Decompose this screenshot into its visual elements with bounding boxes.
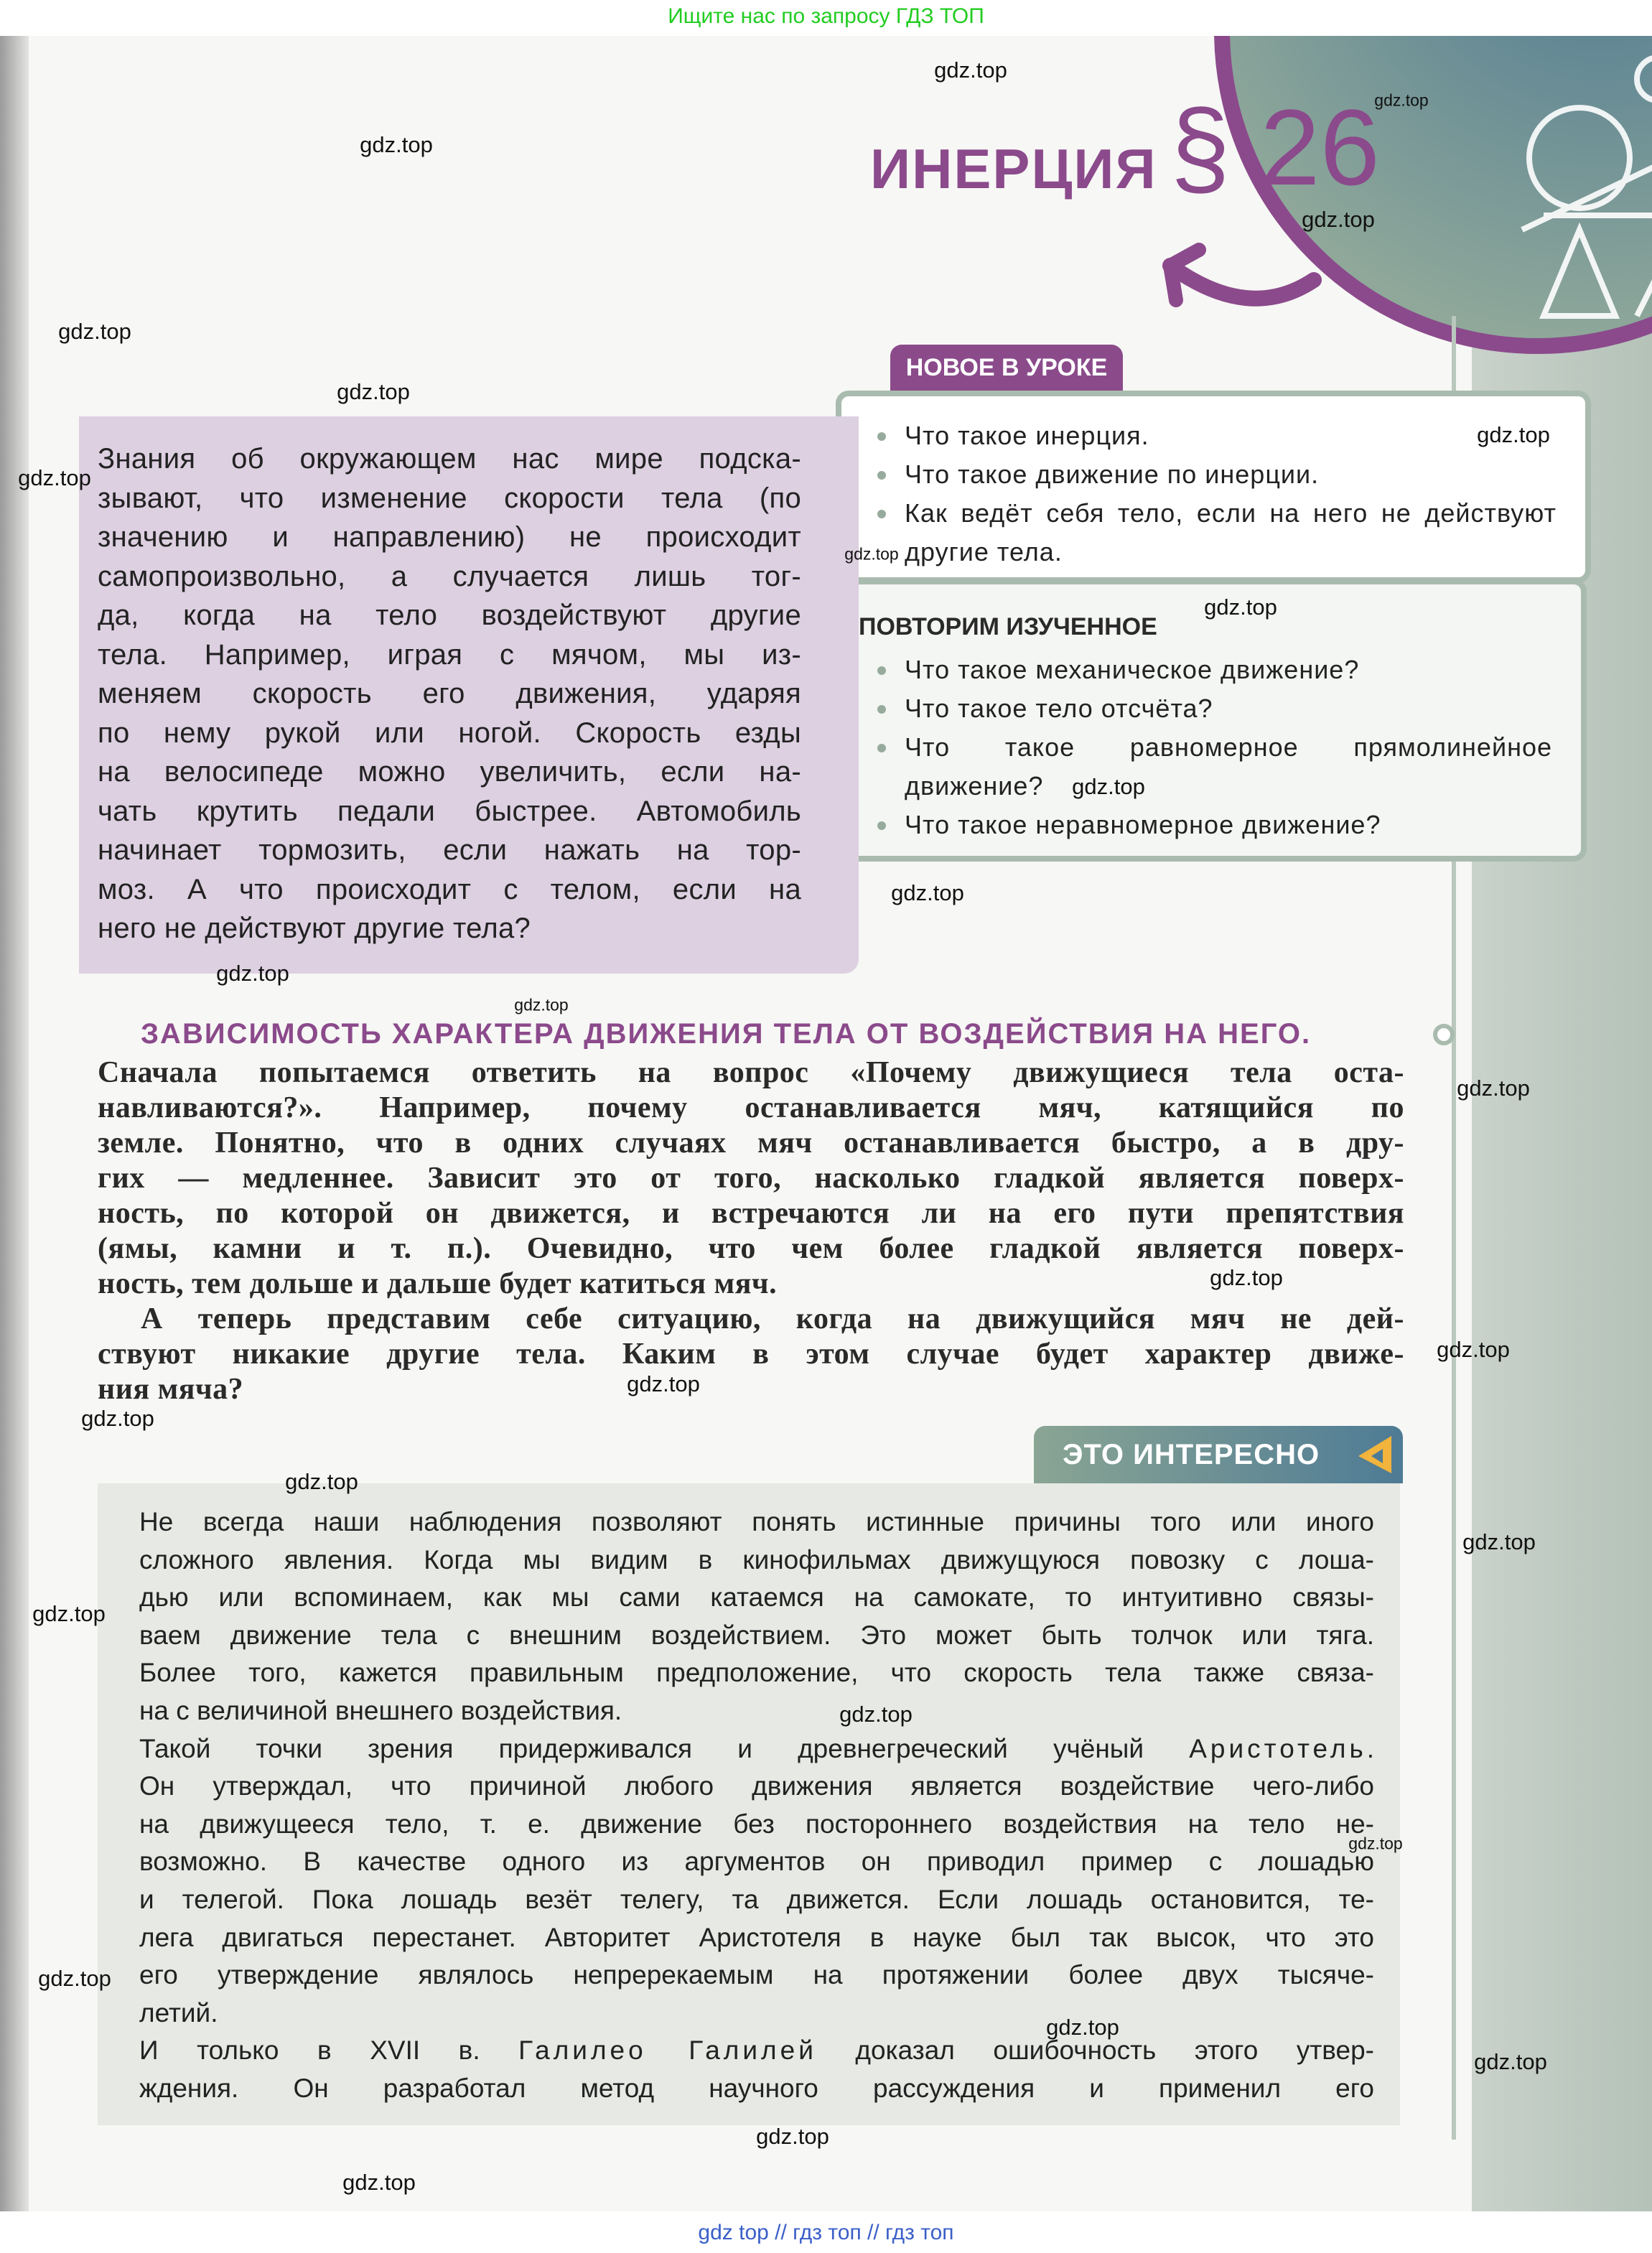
review-list	[905, 650, 1552, 844]
watermark: gdz.top	[1210, 1265, 1283, 1290]
section-marker-dot	[1433, 1024, 1455, 1045]
interesting-tag	[1034, 1426, 1403, 1483]
page-binding-edge	[0, 36, 29, 2211]
text-line: навливаются?». Например, почему останавливается мяч, катящийся по	[98, 1091, 1404, 1124]
list-item: Что такое равномерное прямолинейное движение?	[905, 728, 1552, 806]
watermark: gdz.top	[627, 1371, 700, 1396]
text-line: ствуют никакие другие тела. Каким в этом случае будет характер движе-	[98, 1338, 1404, 1371]
watermark: gdz.top	[844, 544, 899, 564]
text-line: Он утверждал, что причиной любого движения является воздействие чего-либо	[139, 1771, 1374, 1801]
watermark: gdz.top	[32, 1601, 106, 1626]
interesting-text	[139, 1503, 1374, 2108]
watermark: gdz.top	[58, 319, 131, 344]
text-line: Сначала попытаемся ответить на вопрос «Почему движущиеся тела оста-	[98, 1056, 1404, 1089]
list-item: Что такое тело отсчёта?	[905, 689, 1552, 728]
text-line: и телегой. Пока лошадь везёт телегу, та движется. Если лошадь остановится, те-	[139, 1884, 1374, 1914]
watermark: gdz.top	[1204, 594, 1277, 620]
text-line: его утверждение являлось непререкаемым на протяжении более двух тысяче-	[139, 1960, 1374, 1990]
watermark: gdz.top	[1457, 1076, 1530, 1101]
intro-text	[98, 439, 801, 948]
text-line: да, когда на тело воздействуют другие	[98, 600, 801, 631]
review-box	[836, 579, 1587, 862]
review-heading: ПОВТОРИМ ИЗУЧЕННОЕ	[859, 613, 1157, 640]
text-line: Не всегда наши наблюдения позволяют понять истинные причины того или иного	[139, 1507, 1374, 1536]
text-line: дью или вспоминаем, как мы сами катаемся на самокате, то интуитивно связы-	[139, 1582, 1374, 1613]
watermark: gdz.top	[1437, 1337, 1510, 1362]
watermark: gdz.top	[342, 2170, 416, 2195]
text-line: сложного явления. Когда мы видим в кинофильмах движущуюся повозку с лоша-	[139, 1544, 1374, 1575]
text-line: зывают, что изменение скорости тела (по	[98, 482, 801, 514]
new-in-lesson-list	[905, 416, 1557, 572]
watermark: gdz.top	[1302, 207, 1375, 232]
watermark: gdz.top	[285, 1469, 358, 1494]
watermark: gdz.top	[891, 880, 964, 905]
lesson-title: ИНЕРЦИЯ	[870, 137, 1157, 200]
text-line: моз. А что происходит с телом, если на	[98, 873, 801, 905]
watermark: gdz.top	[756, 2124, 829, 2149]
watermark: gdz.top	[1072, 774, 1145, 799]
text-line: чать крутить педали быстрее. Автомобиль	[98, 795, 801, 827]
text-line: Более того, кажется правильным предположение, что скорость тела также связа-	[139, 1658, 1374, 1688]
text-line: ния мяча?	[98, 1373, 244, 1406]
watermark: gdz.top	[1046, 2015, 1119, 2040]
watermark: gdz.top	[934, 57, 1007, 83]
new-in-lesson-box	[836, 391, 1591, 583]
watermark: gdz.top	[1474, 2049, 1547, 2074]
text-line: самопроизвольно, а случается лишь тог-	[98, 560, 801, 592]
watermark: gdz.top	[360, 132, 433, 157]
text-line: значению и направлению) не происходит	[98, 521, 801, 553]
text-line: летий.	[139, 1997, 218, 2028]
watermark: gdz.top	[1477, 422, 1550, 447]
text-line: на движущееся тело, т. е. движение без постороннего воздействия на тело не-	[139, 1809, 1374, 1839]
footer-links: gdz top // гдз топ // гдз топ	[0, 2213, 1652, 2253]
watermark: gdz.top	[1462, 1529, 1536, 1554]
text-line: ваем движение тела с внешним воздействием. Это может быть толчок или тяга.	[139, 1620, 1374, 1650]
list-item: Как ведёт себя тело, если на него не действуют другие тела.	[905, 494, 1557, 572]
text-line: гих — медленнее. Зависит это от того, насколько гладкой является поверх-	[98, 1162, 1404, 1195]
watermark: gdz.top	[18, 465, 91, 490]
watermark: gdz.top	[1374, 90, 1429, 110]
text-line: земле. Понятно, что в одних случаях мяч останавливается быстро, а в дру-	[98, 1126, 1404, 1160]
watermark: gdz.top	[514, 995, 569, 1014]
text-line: на с величиной внешнего воздействия.	[139, 1695, 622, 1725]
text-line: (ямы, камни и т. п.). Очевидно, что чем более гладкой является поверх-	[98, 1232, 1404, 1265]
section-body	[98, 1055, 1404, 1407]
search-banner: Ищите нас по запросу ГДЗ ТОП	[0, 0, 1652, 36]
text-line: Знания об окружающем нас мире подска-	[98, 443, 801, 475]
list-item: Что такое инерция.	[905, 416, 1557, 455]
text-line: начинает тормозить, если нажать на тор-	[98, 834, 801, 866]
impossible-triangle-icon	[1357, 1435, 1393, 1475]
text-line: него не действуют другие тела?	[98, 913, 531, 944]
curved-arrow-icon	[1149, 215, 1335, 330]
text-line: по нему рукой или ногой. Скорость езды	[98, 717, 801, 749]
text-line: И только в XVII в. Галилео Галилей доказал ошибочность этого утвер-	[139, 2035, 1374, 2066]
watermark: gdz.top	[1348, 1834, 1403, 1853]
text-line: ждения. Он разработал метод научного рассуждения и применил его	[139, 2073, 1374, 2103]
text-line: лега двигаться перестанет. Авторитет Аристотеля в науке был так высок, что это	[139, 1922, 1374, 1952]
interesting-box	[98, 1483, 1403, 2125]
text-line: Такой точки зрения придерживался и древнегреческий учёный Аристотель.	[139, 1733, 1374, 1763]
list-item: Что такое механическое движение?	[905, 650, 1552, 689]
paragraph-number: § 26	[1170, 87, 1380, 207]
text-line: тела. Например, играя с мячом, мы из-	[98, 638, 801, 671]
interesting-label: ЭТО ИНТЕРЕСНО	[1063, 1439, 1320, 1470]
watermark: gdz.top	[337, 379, 410, 404]
text-line: на велосипеде можно увеличить, если на-	[98, 756, 801, 788]
intro-box	[79, 416, 859, 974]
watermark: gdz.top	[81, 1406, 154, 1431]
text-line: меняем скорость его движения, ударяя	[98, 678, 801, 709]
section-heading: ЗАВИСИМОСТЬ ХАРАКТЕРА ДВИЖЕНИЯ ТЕЛА ОТ ВОЗДЕЙСТВИЯ НА НЕГО.	[141, 1018, 1312, 1050]
text-line: ность, по которой он движется, и встречаются ли на его пути препятствия	[98, 1197, 1404, 1230]
watermark: gdz.top	[839, 1702, 913, 1727]
text-line: ность, тем дольше и дальше будет катиться мяч.	[98, 1267, 778, 1300]
list-item: Что такое движение по инерции.	[905, 455, 1557, 494]
watermark: gdz.top	[216, 961, 289, 986]
list-item: Что такое неравномерное движение?	[905, 806, 1552, 844]
new-in-lesson-tag: НОВОЕ В УРОКЕ	[890, 345, 1123, 391]
text-line: А теперь представим себе ситуацию, когда на движущийся мяч не дей-	[141, 1302, 1404, 1335]
watermark: gdz.top	[38, 1966, 111, 1991]
text-line: возможно. В качестве одного из аргументов он приводил пример с лошадью	[139, 1847, 1374, 1877]
